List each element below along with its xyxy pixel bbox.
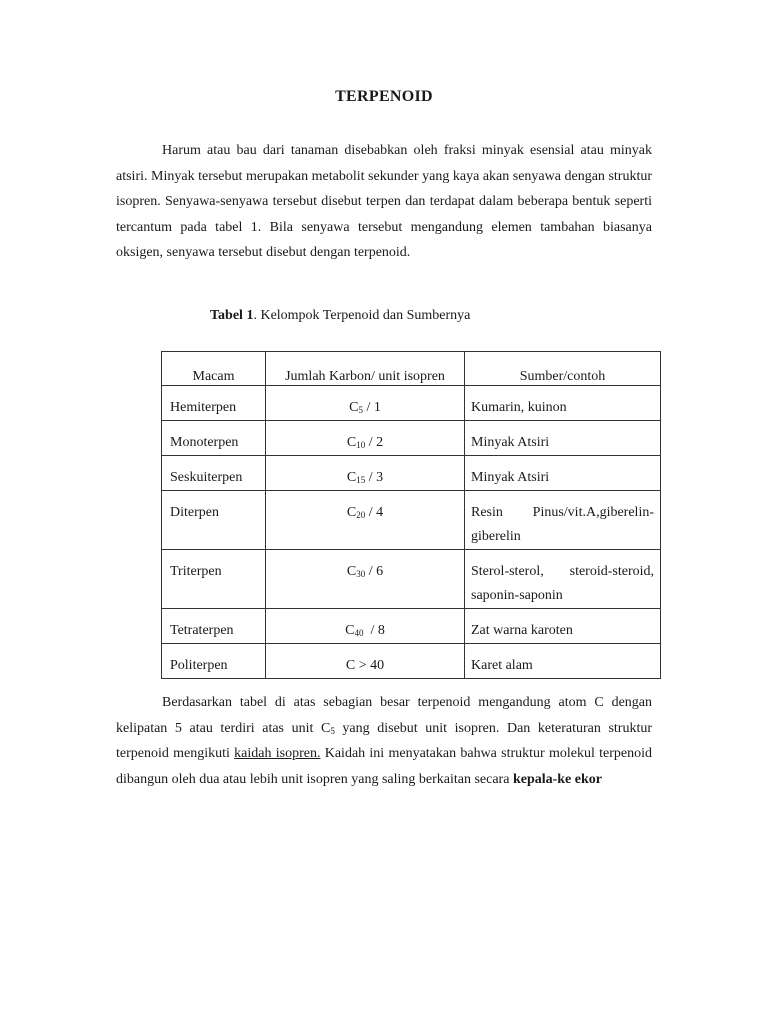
cell-sumber: Sterol-sterol, steroid-steroid, saponin-saponin [471, 564, 654, 603]
cell-sumber: Zat warna karoten [471, 623, 573, 638]
terpenoid-table [161, 351, 661, 679]
table-row [162, 644, 661, 679]
table-caption [210, 308, 470, 324]
cell-macam: Diterpen [170, 505, 219, 520]
table-row [162, 456, 661, 491]
cell-karbon: $C_{15} / 3$ [346, 470, 384, 485]
cell-macam: Politerpen [170, 658, 228, 673]
cell-macam: Hemiterpen [170, 400, 237, 415]
cell-karbon: $C_{20} / 4$ [346, 505, 384, 520]
table-caption-label: Tabel 1 [210, 308, 254, 323]
cell-macam: Triterpen [170, 564, 222, 579]
conclusion-paragraph: Berdasarkan tabel di atas sebagian besar terpenoid mengandung atom C dengan kelipatan 5 atau terdiri atas unit $C_5$ yang disebut unit isopren. Dan keteraturan struktur terpenoid mengikuti kaidah isopren. Kaidah ini menyatakan bahwa struktur molekul terpenoid dibangun oleh dua atau lebih unit isopren yang saling berkaitan secara kepala-ke ekor [116, 695, 653, 787]
table-row [162, 386, 661, 421]
cell-sumber: Karet alam [471, 658, 533, 673]
cell-macam: Seskuiterpen [170, 470, 243, 485]
cell-macam: Monoterpen [170, 435, 239, 450]
cell-karbon: $C_{30} / 6$ [346, 564, 384, 579]
cell-sumber: Kumarin, kuinon [471, 400, 567, 415]
table-row [162, 421, 661, 456]
table-row [162, 550, 661, 609]
cell-macam: Tetraterpen [170, 623, 234, 638]
cell-karbon: $C_5 / 1$ [349, 400, 381, 415]
intro-paragraph [116, 138, 652, 266]
cell-karbon: C > 40 [345, 658, 385, 673]
kaidah-isopren-term: kaidah isopren. [234, 746, 321, 761]
table-header-row [162, 352, 661, 386]
header-jumlah-karbon: Jumlah Karbon/ unit isopren [266, 352, 465, 386]
cell-sumber: Minyak Atsiri [471, 470, 550, 485]
intro-text: Harum atau bau dari tanaman disebabkan oleh fraksi minyak esensial atau minyak atsiri. Minyak tersebut merupakan metabolit sekunder yang kaya akan senyawa dengan struktur isopren. Senyawa-senyawa tersebut disebut terpen dan terdapat dalam beberapa bentuk seperti tercantum pada tabel 1. Bila senyawa tersebut mengandung elemen tambahan biasanya oksigen, senyawa tersebut disebut dengan terpenoid. [116, 143, 652, 260]
header-sumber: Sumber/contoh [465, 352, 661, 386]
cell-karbon: $C_{10} / 2$ [346, 435, 384, 450]
document-title: TERPENOID [335, 88, 433, 105]
table-row [162, 491, 661, 550]
header-macam: Macam [162, 352, 266, 386]
cell-sumber: Resin Pinus/vit.A,giberelin-giberelin [471, 505, 654, 544]
kepala-ke-ekor-term: kepala-ke ekor [512, 771, 602, 787]
cell-karbon: $C_{40} / 8$ [345, 623, 385, 638]
cell-sumber: Minyak Atsiri [471, 435, 550, 450]
table-caption-text: . Kelompok Terpenoid dan Sumbernya [253, 308, 471, 323]
table-row [162, 609, 661, 644]
